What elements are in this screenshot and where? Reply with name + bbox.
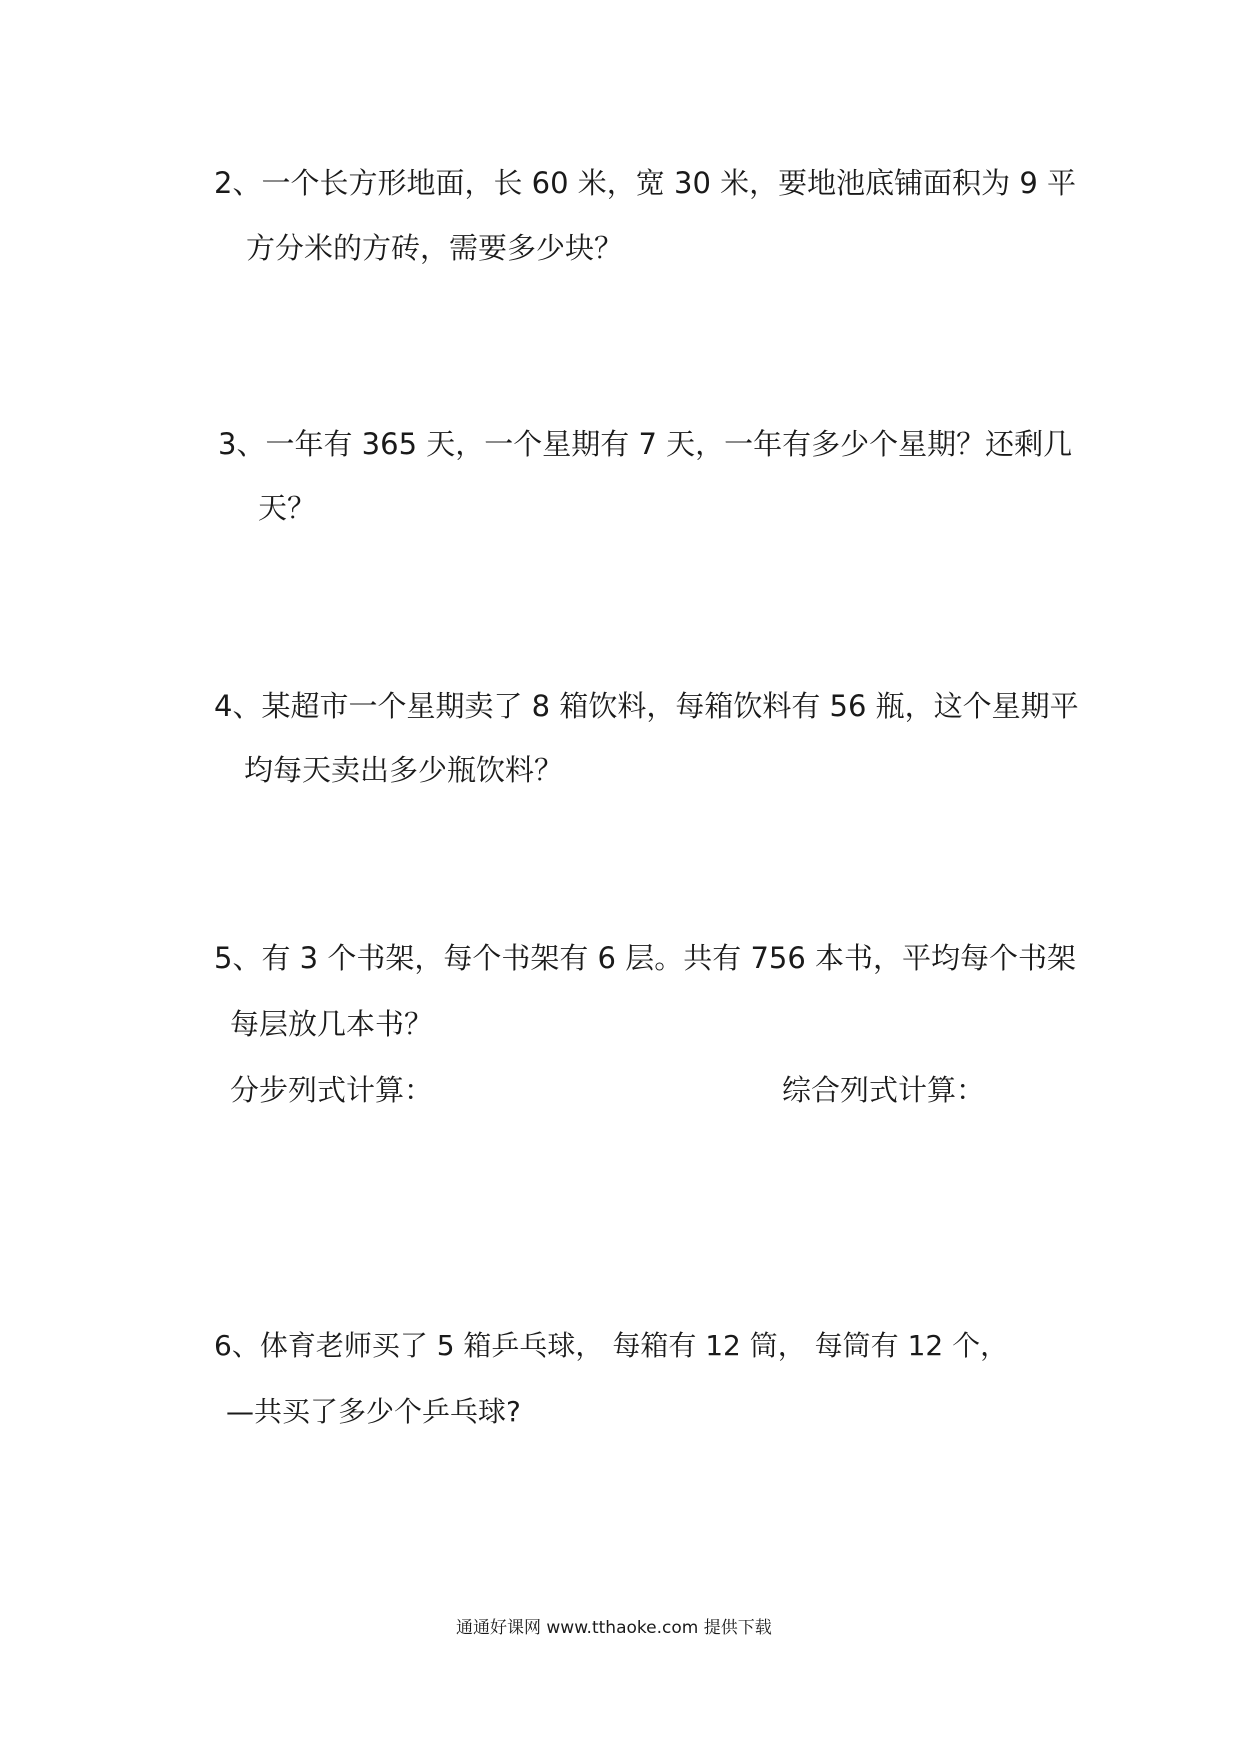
footer-source: 通通好课网 www.tthaoke.com 提供下载 xyxy=(456,1618,772,1638)
step-calculation-label: 分步列式计算： xyxy=(230,1073,434,1107)
problem-5-line-1: 5、有 3 个书架，每个书架有 6 层。共有 756 本书，平均每个书架 xyxy=(214,941,1077,975)
problem-4-line-1: 4、某超市一个星期卖了 8 箱饮料，每箱饮料有 56 瓶，这个星期平 xyxy=(214,689,1079,723)
problem-2-line-2: 方分米的方砖，需要多少块？ xyxy=(246,231,624,265)
problem-4-line-2: 均每天卖出多少瓶饮料？ xyxy=(244,753,564,787)
problem-6-line-1: 6、体育老师买了 5 箱乒乓球， 每箱有 12 筒， 每筒有 12 个， xyxy=(214,1329,1009,1362)
problem-2-line-1: 2、一个长方形地面，长 60 米，宽 30 米，要地池底铺面积为 9 平 xyxy=(214,166,1077,200)
combined-calculation-label: 综合列式计算： xyxy=(782,1073,986,1107)
problem-6-line-2: —共买了多少个乒乓球? xyxy=(226,1395,521,1428)
problem-3-line-1: 3、一年有 365 天，一个星期有 7 天，一年有多少个星期？还剩几 xyxy=(218,427,1073,461)
problem-5-line-2: 每层放几本书？ xyxy=(230,1007,434,1041)
problem-3-line-2: 天？ xyxy=(258,491,317,525)
